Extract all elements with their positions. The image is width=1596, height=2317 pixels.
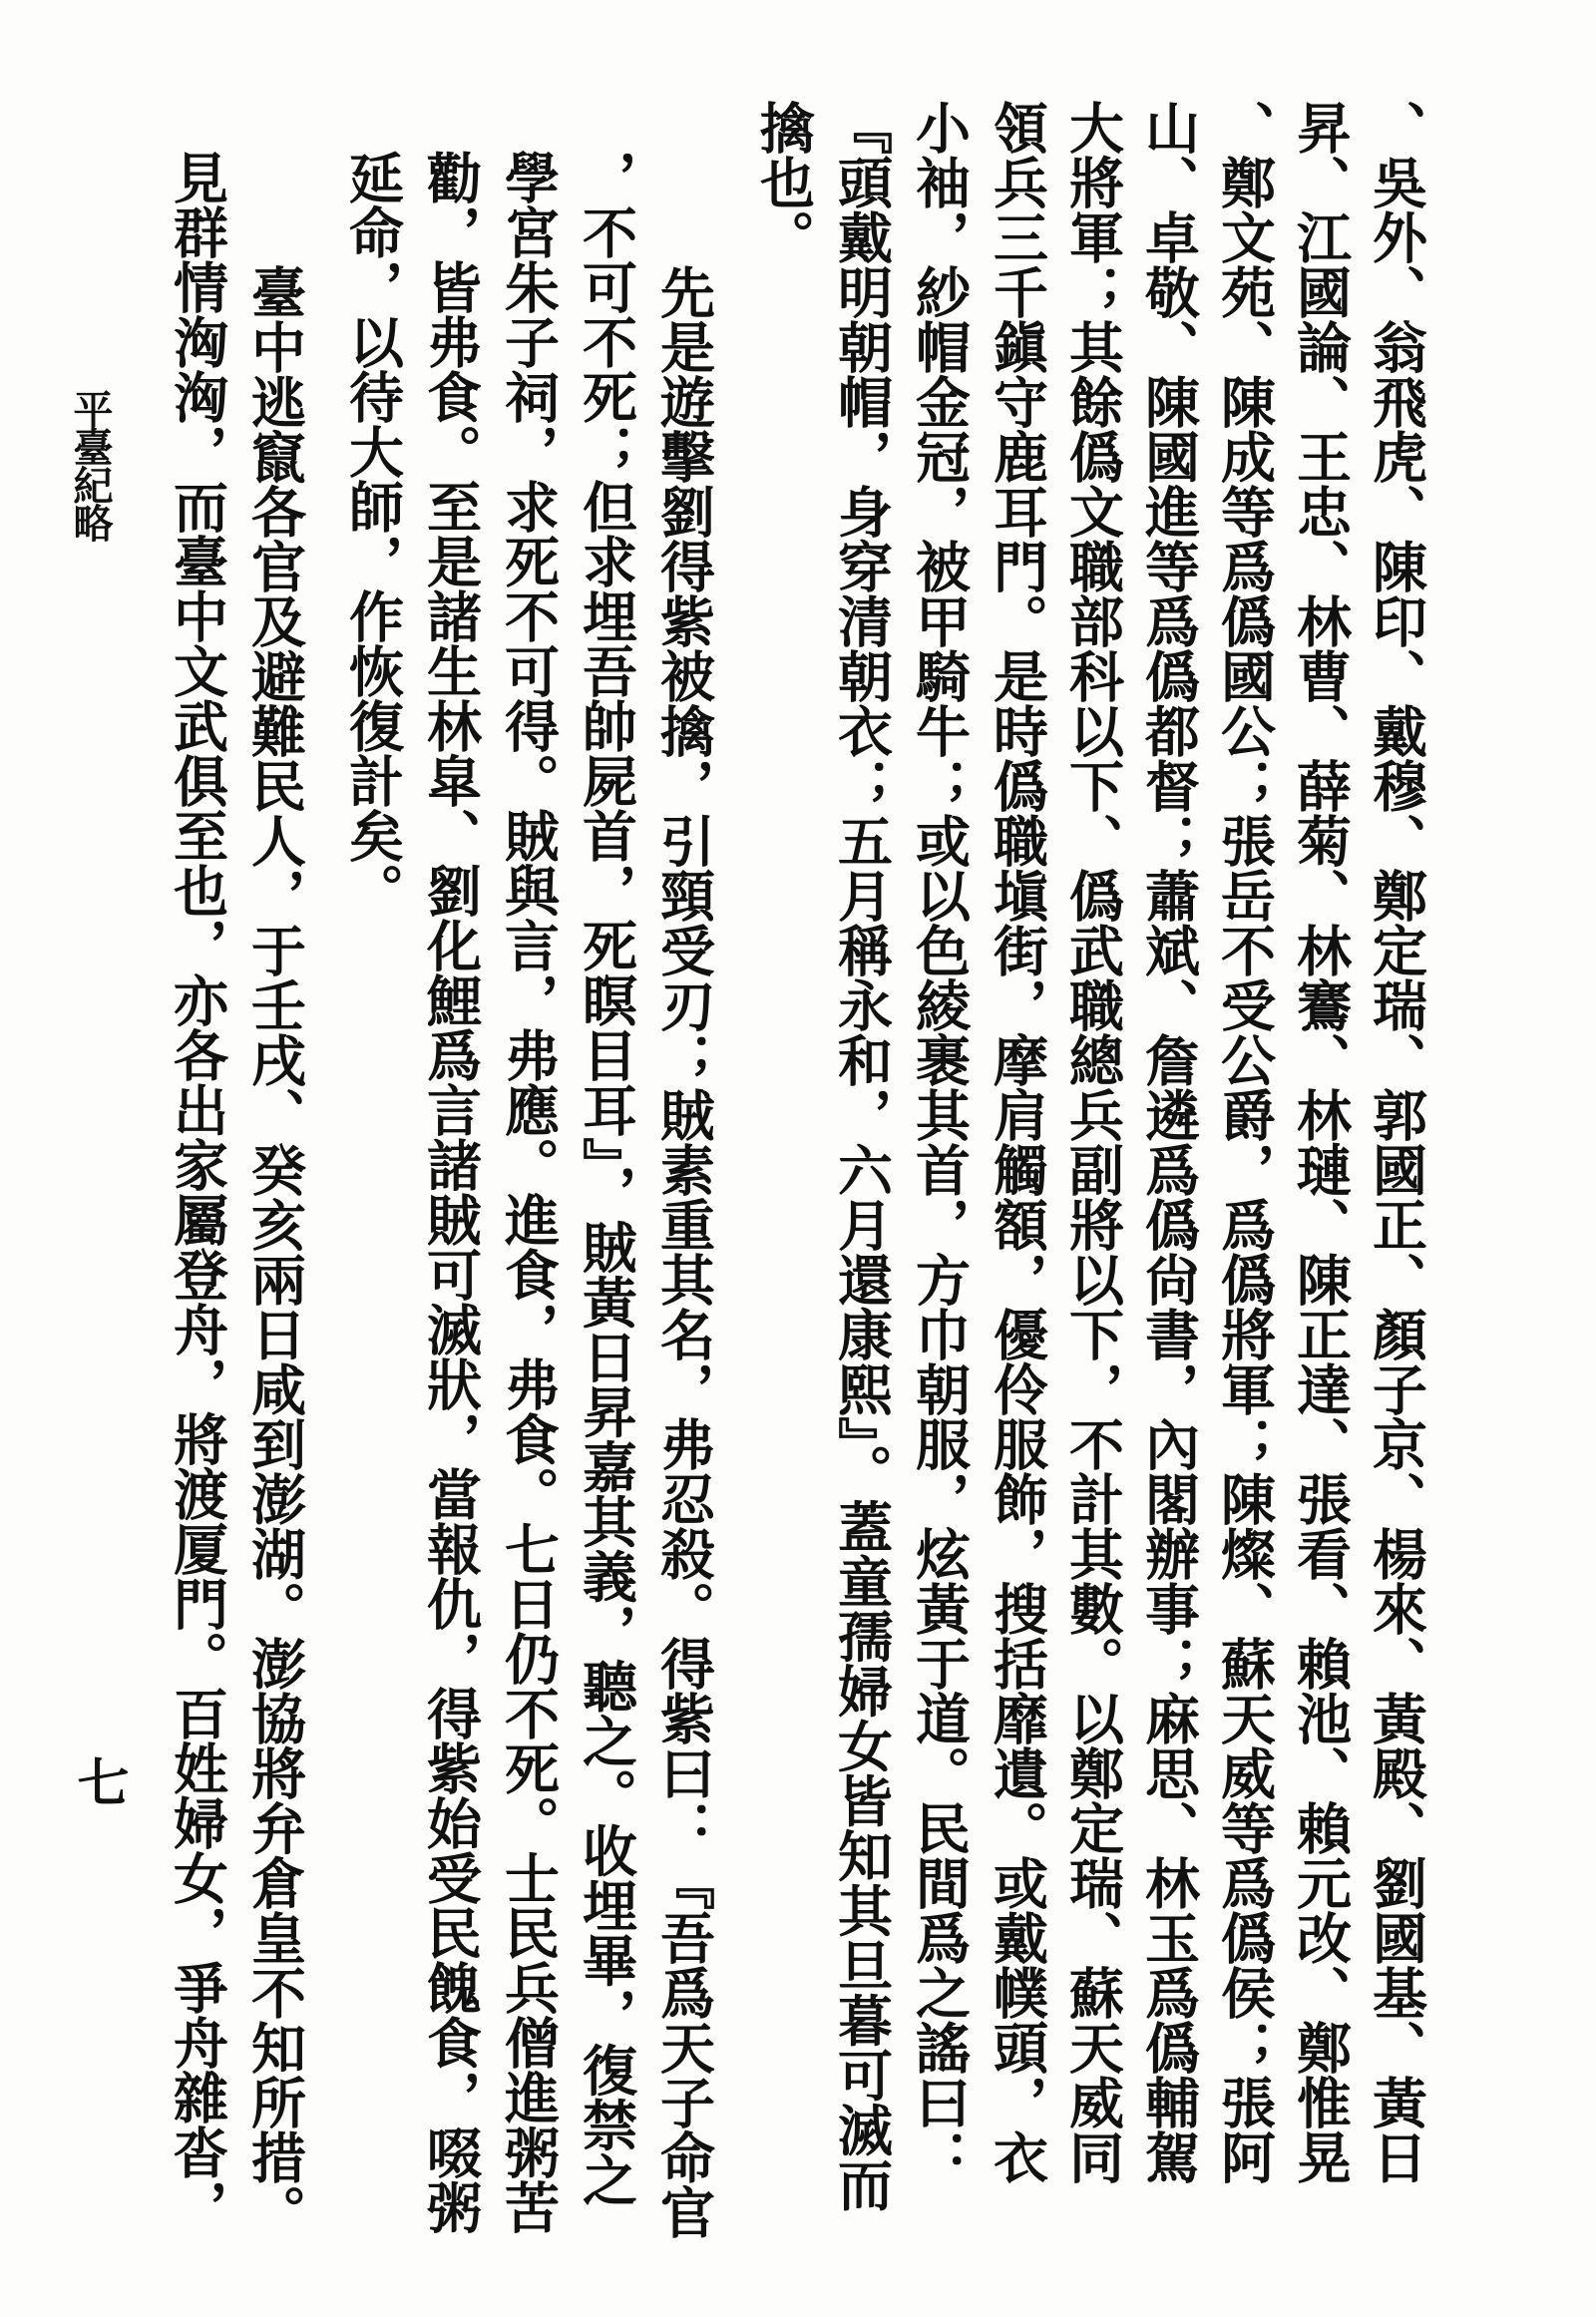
running-title: 平臺紀略 <box>67 389 114 541</box>
text-column-6: 領兵三千鎭守鹿耳門。是時僞職塡街，摩肩觸額，優伶服飾，搜括靡遺。或戴幞頭，衣 <box>985 100 1049 2184</box>
text-column-4: 山、卓敬、陳國進等爲僞都督；蕭斌、詹遴爲僞尙書，內閣辦事；麻思、林玉爲僞輔駕 <box>1136 100 1201 2184</box>
text-column-8: 『頭戴明朝帽，身穿清朝衣；五月稱永和，六月還康熙』。蓋童孺婦女皆知其旦暮可滅而 <box>829 100 894 2212</box>
text-column-14: 延命，以待大師，作恢復計矣。 <box>340 150 405 918</box>
text-column-5: 大將軍；其餘僞文職部科以下、僞武職總兵副將以下，不計其數。以鄭定瑞、蘇天威同 <box>1060 100 1125 2184</box>
text-column-13: 勸，皆弗食。至是諸生林皐、劉化鯉爲言諸賊可滅狀，當報仇，得紫始受民餽食，啜粥 <box>418 150 483 2234</box>
text-column-1: 、吳外、翁飛虎、陳印、戴穆、鄭定瑞、郭國正、顏子京、楊來、黃殿、劉國基、黃日 <box>1364 100 1428 2184</box>
text-column-16: 見群情洶洶，而臺中文武俱至也，亦各出家屬登舟，將渡厦門。百姓婦女，爭舟雜沓， <box>165 150 229 2234</box>
text-column-2: 昇、江國論、王忠、林曹、薛菊、林鶱、林璉、陳正達、張看、賴池、賴元改、鄭惟晃 <box>1288 100 1353 2184</box>
page-number: 七 <box>68 1755 129 1807</box>
text-column-12: 學宮朱子祠，求死不可得。賊與言，弗應。進食，弗食。七日仍不死。士民兵僧進粥苦 <box>496 150 561 2234</box>
text-column-10: 先是遊擊劉得紫被擒，引頸受刃；賊素重其名，弗忍殺。得紫曰：『吾爲天子命官 <box>651 209 716 2239</box>
text-column-15: 臺中逃竄各官及避難民人，于壬戌、癸亥兩日咸到澎湖。澎協將弁倉皇不知所措。 <box>242 209 307 2239</box>
text-column-3: 、鄭文苑、陳成等爲僞國公；張岳不受公爵，爲僞將軍；陳燦、蘇天威等爲僞侯；張阿 <box>1212 100 1277 2184</box>
text-column-7: 小袖，紗帽金冠，被甲騎牛；或以色綾裹其首，方巾朝服，炫黃于道。民間爲之謠曰： <box>907 100 972 2184</box>
text-column-9: 擒也。 <box>751 100 816 264</box>
text-column-11: ，不可不死；但求埋吾帥屍首，死瞑目耳』，賊黃日昇嘉其義，聽之。收埋畢，復禁之 <box>574 150 638 2207</box>
